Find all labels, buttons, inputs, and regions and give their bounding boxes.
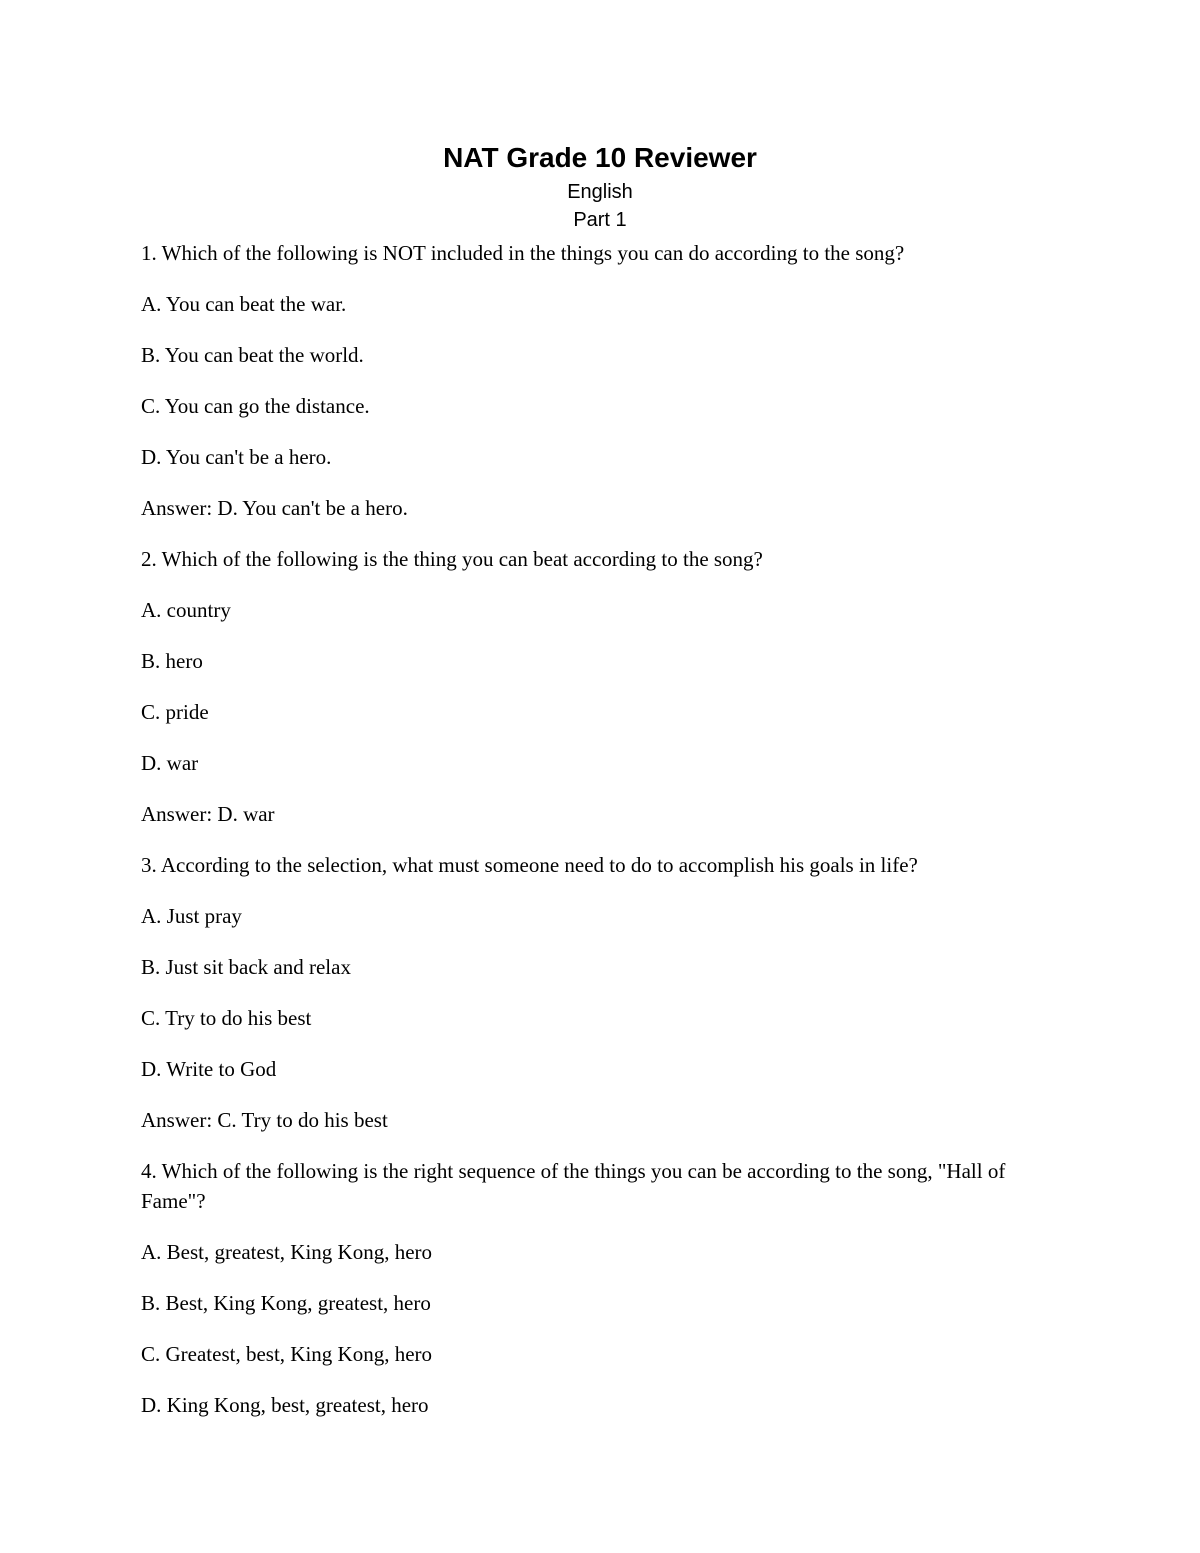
answer-option: C. Try to do his best	[141, 1006, 312, 1030]
answer-option: B. Best, King Kong, greatest, hero	[141, 1291, 431, 1315]
answer-option: D. King Kong, best, greatest, hero	[141, 1393, 429, 1417]
question-text: 1. Which of the following is NOT included in the things you can do according to the song?	[141, 241, 905, 265]
answer-option: A. Best, greatest, King Kong, hero	[141, 1240, 433, 1264]
answer-option: A. country	[141, 598, 231, 622]
answer-option: A. You can beat the war.	[141, 292, 347, 316]
answer-option: B. hero	[141, 649, 203, 673]
document-title: NAT Grade 10 Reviewer	[443, 142, 757, 173]
answer-key: Answer: D. You can't be a hero.	[141, 496, 408, 520]
answer-option: A. Just pray	[141, 904, 242, 928]
answer-option: B. Just sit back and relax	[141, 955, 351, 979]
answer-key: Answer: C. Try to do his best	[141, 1108, 388, 1132]
answer-option: D. You can't be a hero.	[141, 445, 332, 469]
question-text: 3. According to the selection, what must someone need to do to accomplish his goals in life?	[141, 853, 918, 877]
subject-heading: English	[567, 181, 633, 203]
part-heading: Part 1	[573, 209, 627, 231]
answer-option: D. war	[141, 751, 199, 775]
answer-option: C. Greatest, best, King Kong, hero	[141, 1342, 433, 1366]
question-text: 4. Which of the following is the right sequence of the things you can be according to the song, "Hall of Fame"?	[141, 1159, 1006, 1213]
answer-option: B. You can beat the world.	[141, 343, 364, 367]
answer-option: C. You can go the distance.	[141, 394, 370, 418]
question-text: 2. Which of the following is the thing you can beat according to the song?	[141, 547, 763, 571]
answer-key: Answer: D. war	[141, 802, 275, 826]
answer-option: D. Write to God	[141, 1057, 277, 1081]
questions-list	[141, 238, 1041, 1441]
answer-option: C. pride	[141, 700, 209, 724]
